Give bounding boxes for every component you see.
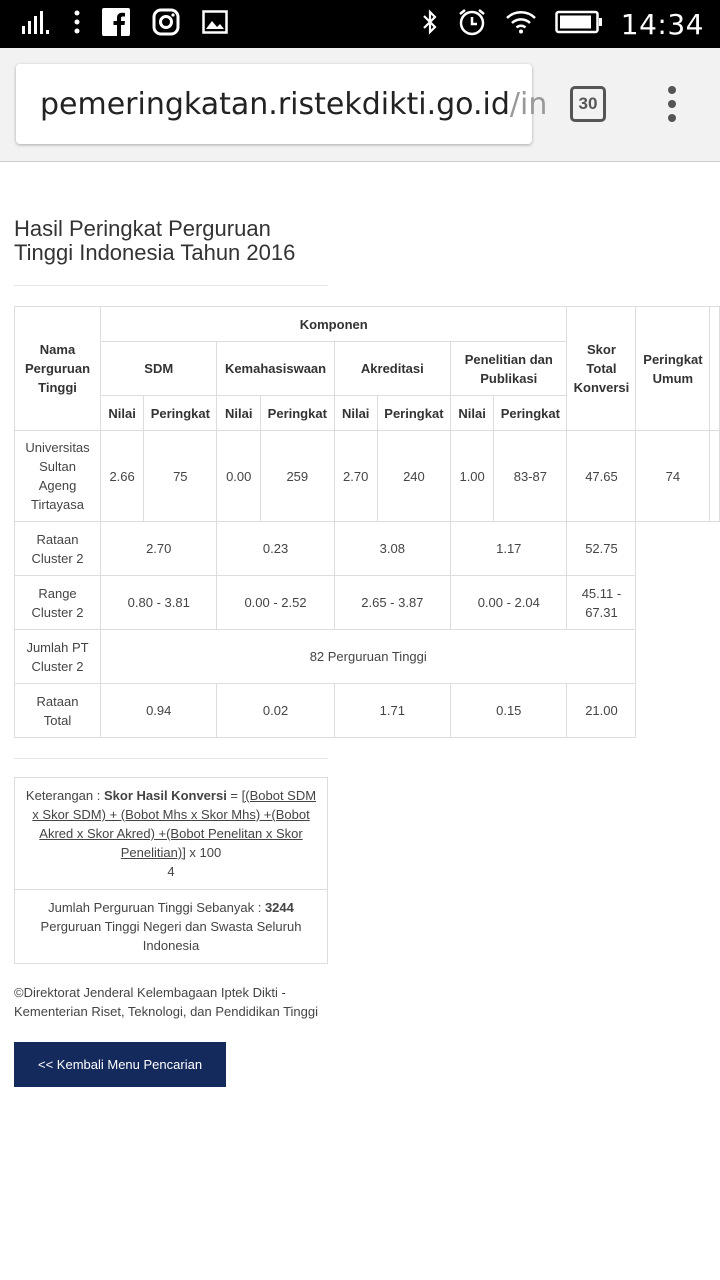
header-peringkat: Peringkat: [144, 396, 217, 431]
browser-toolbar: [0, 48, 720, 162]
header-nilai: Nilai: [217, 396, 261, 431]
row-label: Range Cluster 2: [15, 576, 101, 630]
browser-menu-icon[interactable]: [668, 86, 676, 122]
wifi-icon: [505, 10, 537, 39]
header-kemahasiswaan: Kemahasiswaan: [217, 342, 334, 396]
total-note: [15, 890, 328, 964]
header-peringkat: Peringkat: [494, 396, 567, 431]
jumlah-suffix: Perguruan Tinggi Negeri dan Swasta Seluruh Indonesia: [40, 919, 302, 953]
note-bold: Skor Hasil Konversi: [103, 788, 227, 803]
divider: [14, 758, 328, 759]
header-extra: [710, 307, 720, 431]
header-nilai: Nilai: [451, 396, 494, 431]
cell-value: 3.08: [334, 522, 450, 576]
alarm-icon: [457, 7, 487, 42]
table-row: [15, 630, 720, 684]
url-path: /in: [509, 86, 548, 122]
cell-value: 0.00 - 2.52: [217, 576, 334, 630]
url-host: pemeringkatan.ristekdikti.go.id: [40, 86, 510, 122]
cell-value: 1.71: [334, 684, 450, 738]
cell-value: 74: [636, 431, 710, 522]
cell-value: 45.11 - 67.31: [567, 576, 636, 630]
tab-count: 30: [578, 94, 598, 113]
header-akreditasi: Akreditasi: [334, 342, 450, 396]
header-nilai: Nilai: [334, 396, 377, 431]
table-row: [15, 522, 720, 576]
cell-value: 2.70: [334, 431, 377, 522]
cell-value: 2.66: [101, 431, 144, 522]
note-denominator: 4: [167, 864, 175, 879]
cell-value: 0.00: [217, 431, 261, 522]
page-title: Hasil Peringkat Perguruan Tinggi Indonesia Tahun 2016: [14, 216, 296, 265]
back-to-search-button[interactable]: << Kembali Menu Pencarian: [14, 1042, 226, 1087]
cell-value: 0.02: [217, 684, 334, 738]
status-bar: [0, 0, 720, 48]
cell-value: 0.15: [451, 684, 567, 738]
jumlah-prefix: Jumlah Perguruan Tinggi Sebanyak :: [48, 900, 265, 915]
row-label: Jumlah PT Cluster 2: [15, 630, 101, 684]
footer-text: ©Direktorat Jenderal Kelembagaan Iptek Dikti - Kementerian Riset, Teknologi, dan Pendidikan Tinggi: [14, 985, 319, 1019]
cell-value: 47.65: [567, 431, 636, 522]
address-bar[interactable]: [16, 64, 548, 144]
header-peringkat: Peringkat: [377, 396, 450, 431]
header-nama: Nama Perguruan Tinggi: [15, 307, 101, 431]
cell-value: 83-87: [494, 431, 567, 522]
note-suffix: x 100: [185, 845, 222, 860]
page-content: [0, 217, 720, 1087]
cell-value: 1.17: [451, 522, 567, 576]
row-label: Rataan Cluster 2: [15, 522, 101, 576]
clock: 14:34: [620, 7, 704, 41]
cell-value: 2.70: [101, 522, 217, 576]
table-row: [15, 684, 720, 738]
header-peringkat: Peringkat: [261, 396, 335, 431]
table-row: [15, 431, 720, 522]
cell-value: 21.00: [567, 684, 636, 738]
tab-switcher-button[interactable]: [570, 86, 606, 122]
header-skor: Skor Total Konversi: [567, 307, 636, 431]
signal-icon: [22, 10, 52, 39]
header-komponen: Komponen: [101, 307, 567, 342]
divider: [14, 285, 328, 286]
battery-icon: [555, 10, 603, 39]
cell-value: 52.75: [567, 522, 636, 576]
cell-value: 1.00: [451, 431, 494, 522]
note-formula: [(Bobot SDM x Skor SDM) + (Bobot Mhs x Skor Mhs) +(Bobot Akred x Skor Akred) +(Bobot Penelitan x Skor Penelitian)]: [32, 788, 317, 860]
instagram-icon: [152, 8, 180, 41]
university-name: Universitas Sultan Ageng Tirtayasa: [15, 431, 101, 522]
cell-value: 259: [261, 431, 335, 522]
facebook-icon: [102, 8, 130, 41]
note-table: [14, 777, 328, 964]
note-prefix: Keterangan :: [25, 788, 104, 803]
cell-value: 75: [144, 431, 217, 522]
header-penelitian: Penelitian dan Publikasi: [451, 342, 567, 396]
row-label: Rataan Total: [15, 684, 101, 738]
note-eq: =: [226, 788, 242, 803]
gallery-icon: [202, 10, 228, 39]
cell-value: 2.65 - 3.87: [334, 576, 450, 630]
formula-note: [15, 778, 328, 890]
header-nilai: Nilai: [101, 396, 144, 431]
header-peringkat-umum: Peringkat Umum: [636, 307, 710, 431]
more-vert-icon: [74, 10, 80, 39]
cell-value: 0.80 - 3.81: [101, 576, 217, 630]
ranking-table: [14, 306, 720, 738]
jumlah-count: 3244: [264, 900, 294, 915]
table-row: [15, 576, 720, 630]
cell-value: 0.23: [217, 522, 334, 576]
bluetooth-icon: [421, 8, 439, 41]
header-sdm: SDM: [101, 342, 217, 396]
cell-value: 0.94: [101, 684, 217, 738]
cell-value: 82 Perguruan Tinggi: [101, 630, 636, 684]
cell-value: 240: [377, 431, 450, 522]
cell-value: 0.00 - 2.04: [451, 576, 567, 630]
cell-extra: [710, 431, 720, 522]
